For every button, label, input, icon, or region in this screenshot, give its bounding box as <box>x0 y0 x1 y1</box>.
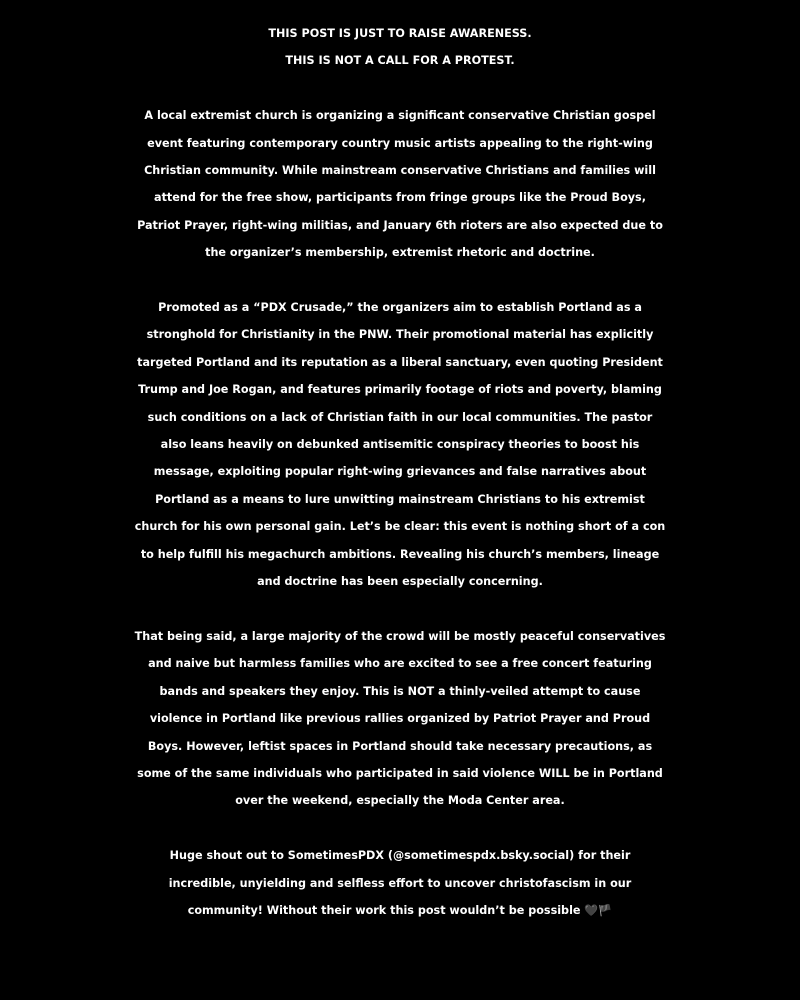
text-line: over the weekend, especially the Moda Center area. <box>235 794 565 808</box>
header-line: THIS POST IS JUST TO RAISE AWARENESS. <box>268 27 532 40</box>
text-line: the organizer’s membership, extremist rhetoric and doctrine. <box>205 246 595 260</box>
text-line: Christian community. While mainstream conservative Christians and families will <box>144 164 656 178</box>
text-line: targeted Portland and its reputation as a liberal sanctuary, even quoting President <box>137 355 663 369</box>
text-line: Patriot Prayer, right-wing militias, and January 6th rioters are also expected due to <box>137 218 663 232</box>
text-line: such conditions on a lack of Christian faith in our local communities. The pastor <box>147 410 653 424</box>
text-line: also leans heavily on debunked antisemitic conspiracy theories to boost his <box>160 438 640 452</box>
text-line: A local extremist church is organizing a significant conservative Christian gospel <box>144 109 656 123</box>
text-line: and doctrine has been especially concerning. <box>257 575 543 589</box>
header-block <box>0 20 800 75</box>
text-line: Huge shout out to SometimesPDX (@sometimespdx.bsky.social) for their <box>169 849 631 863</box>
text-line-last <box>0 897 800 924</box>
text-line: event featuring contemporary country music artists appealing to the right-wing <box>147 136 653 150</box>
text-line: Promoted as a “PDX Crusade,” the organizers aim to establish Portland as a <box>158 301 642 315</box>
black-heart-flag-emoji: 🖤🏴 <box>584 903 613 917</box>
text-line: Boys. However, leftist spaces in Portland should take necessary precautions, as <box>147 739 653 753</box>
text-line: some of the same individuals who participated in said violence WILL be in Portland <box>137 766 663 780</box>
text-line: violence in Portland like previous rallies organized by Patriot Prayer and Proud <box>149 712 651 726</box>
closing-text: community! Without their work this post wouldn’t be possible <box>187 903 581 917</box>
paragraph-2 <box>0 294 800 595</box>
text-line: Portland as a means to lure unwitting mainstream Christians to his extremist <box>155 492 645 506</box>
header-line: THIS IS NOT A CALL FOR A PROTEST. <box>285 54 515 68</box>
paragraph-3 <box>0 623 800 815</box>
text-line: incredible, unyielding and selfless effort to uncover christofascism in our <box>168 876 632 890</box>
text-line: message, exploiting popular right-wing grievances and false narratives about <box>153 465 647 479</box>
text-line: stronghold for Christianity in the PNW. Their promotional material has explicitly <box>146 328 654 342</box>
paragraph-4 <box>0 842 800 924</box>
text-line: That being said, a large majority of the crowd will be mostly peaceful conservatives <box>134 629 666 643</box>
text-line: attend for the free show, participants from fringe groups like the Proud Boys, <box>154 191 646 205</box>
paragraph-1 <box>0 102 800 266</box>
text-line: to help fulfill his megachurch ambitions. Revealing his church’s members, lineage <box>140 547 660 561</box>
text-line: Trump and Joe Rogan, and features primarily footage of riots and poverty, blaming <box>138 383 662 397</box>
text-line: bands and speakers they enjoy. This is NOT a thinly-veiled attempt to cause <box>159 684 641 698</box>
text-line: church for his own personal gain. Let’s be clear: this event is nothing short of a con <box>134 520 666 534</box>
text-line: and naive but harmless families who are excited to see a free concert featuring <box>148 657 652 671</box>
